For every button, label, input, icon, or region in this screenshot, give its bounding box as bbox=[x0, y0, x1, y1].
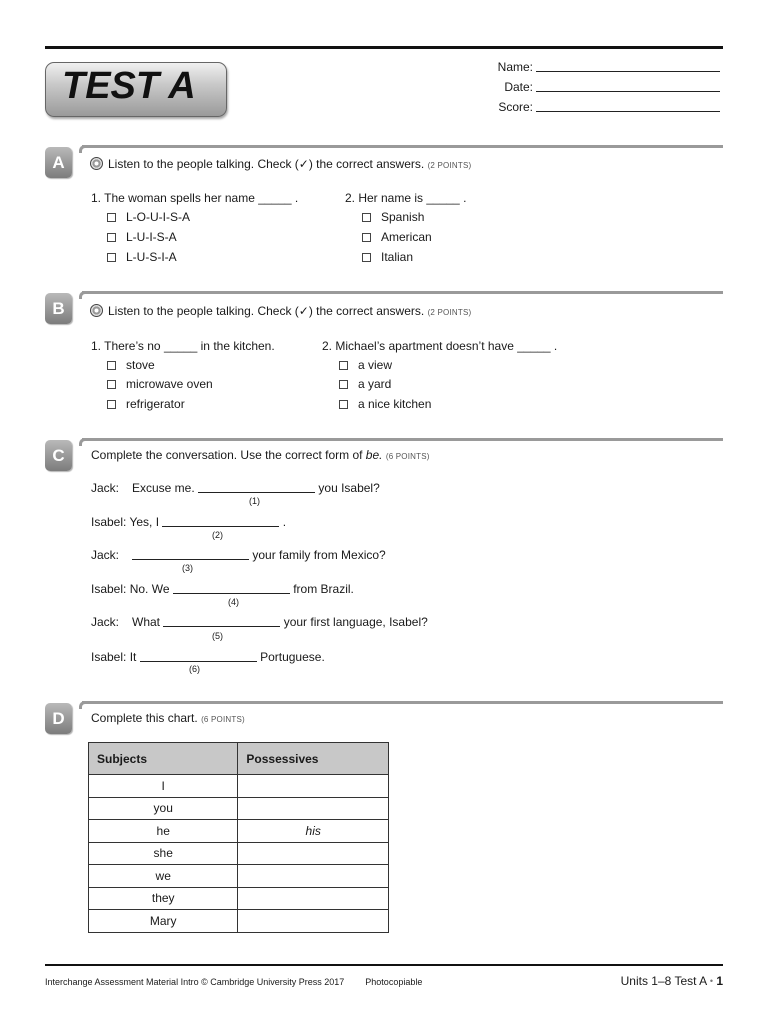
line-text-after: you Isabel? bbox=[318, 481, 380, 495]
checkbox[interactable] bbox=[107, 213, 116, 222]
line-text-before: It bbox=[129, 650, 137, 664]
footer-separator: • bbox=[709, 976, 713, 986]
blank-number: (5) bbox=[212, 631, 223, 641]
date-field[interactable] bbox=[470, 80, 720, 98]
subject-cell: they bbox=[89, 887, 238, 910]
blank-number: (1) bbox=[249, 496, 260, 506]
name-field[interactable] bbox=[470, 60, 720, 78]
speaker-label: Isabel: bbox=[91, 515, 127, 529]
option-label: refrigerator bbox=[126, 397, 185, 411]
answer-blank-2[interactable] bbox=[162, 516, 279, 527]
page-number: 1 bbox=[716, 974, 723, 988]
conversation-line bbox=[91, 650, 325, 664]
section-d-rule bbox=[82, 701, 723, 704]
line-text-before: What bbox=[132, 615, 161, 629]
subject-cell: he bbox=[89, 820, 238, 843]
table-row bbox=[89, 887, 389, 910]
section-c-rule bbox=[82, 438, 723, 441]
section-a-rule-corner bbox=[79, 145, 87, 153]
section-c-instruction bbox=[91, 448, 430, 462]
test-title-badge bbox=[45, 62, 227, 117]
section-b-points: (2 POINTS) bbox=[427, 308, 472, 317]
section-b-rule-corner bbox=[79, 291, 87, 299]
speaker-label: Isabel: bbox=[91, 582, 127, 596]
section-a-question-2: 2. Her name is _____ . bbox=[345, 191, 467, 205]
section-a-q2-option[interactable] bbox=[362, 230, 432, 244]
checkbox[interactable] bbox=[362, 213, 371, 222]
section-b-q1-option[interactable] bbox=[107, 358, 155, 372]
chart-header-row bbox=[89, 743, 389, 775]
section-b-rule bbox=[82, 291, 723, 294]
section-d-points: (6 POINTS) bbox=[201, 715, 245, 724]
checkbox[interactable] bbox=[107, 380, 116, 389]
section-b-badge: B bbox=[45, 293, 72, 324]
table-row bbox=[89, 775, 389, 798]
option-label: Spanish bbox=[381, 210, 425, 224]
checkbox[interactable] bbox=[339, 361, 348, 370]
date-label: Date: bbox=[504, 80, 533, 94]
section-d-rule-corner bbox=[79, 701, 87, 709]
answer-blank-5[interactable] bbox=[163, 616, 280, 627]
section-d-instruction bbox=[91, 711, 245, 725]
line-text-after: . bbox=[282, 515, 287, 529]
section-a-q2-option[interactable] bbox=[362, 250, 413, 264]
option-label: a yard bbox=[358, 377, 392, 391]
option-label: microwave oven bbox=[126, 377, 213, 391]
section-a-q1-option[interactable] bbox=[107, 250, 177, 264]
section-d-badge: D bbox=[45, 703, 72, 734]
blank-number: (3) bbox=[182, 563, 193, 573]
section-a-question-1: 1. The woman spells her name _____ . bbox=[91, 191, 299, 205]
blank-number: (4) bbox=[228, 597, 239, 607]
line-text-before: Yes, I bbox=[129, 515, 160, 529]
possessive-cell[interactable] bbox=[238, 775, 389, 798]
blank-number: (2) bbox=[212, 530, 223, 540]
possessive-cell: his bbox=[238, 820, 389, 843]
footer-credit-block bbox=[45, 977, 422, 987]
conversation-line bbox=[91, 582, 354, 596]
table-row bbox=[89, 910, 389, 933]
score-field[interactable] bbox=[470, 100, 720, 118]
section-b-q1-option[interactable] bbox=[107, 397, 185, 411]
speaker-label: Jack: bbox=[91, 481, 120, 495]
subject-cell: we bbox=[89, 865, 238, 888]
line-text-after: from Brazil. bbox=[293, 582, 354, 596]
conversation-line bbox=[91, 481, 380, 495]
checkbox[interactable] bbox=[362, 253, 371, 262]
footer-page-info bbox=[621, 974, 723, 988]
blank-number: (6) bbox=[189, 664, 200, 674]
section-c-instruction-text: Complete the conversation. Use the correct form of bbox=[91, 448, 363, 462]
checkbox[interactable] bbox=[107, 361, 116, 370]
subject-cell: Mary bbox=[89, 910, 238, 933]
section-b-question-2: 2. Michael’s apartment doesn’t have _____ . bbox=[322, 339, 558, 353]
answer-blank-3[interactable] bbox=[132, 549, 249, 560]
section-a-instruction-text: Listen to the people talking. Check (✓) the correct answers. bbox=[108, 157, 425, 171]
section-a-badge: A bbox=[45, 147, 72, 178]
line-text-after: Portuguese. bbox=[260, 650, 325, 664]
section-b-instruction bbox=[90, 304, 471, 318]
option-label: a nice kitchen bbox=[358, 397, 432, 411]
section-c-rule-corner bbox=[79, 438, 87, 446]
table-row bbox=[89, 865, 389, 888]
name-label: Name: bbox=[497, 60, 533, 74]
section-c-instruction-word: be. bbox=[365, 448, 383, 462]
section-a-points: (2 POINTS) bbox=[427, 161, 472, 170]
line-text-before: No. We bbox=[129, 582, 170, 596]
bottom-rule bbox=[45, 964, 723, 966]
option-label: L-O-U-I-S-A bbox=[126, 210, 190, 224]
audio-cd-icon bbox=[90, 157, 103, 170]
option-label: Italian bbox=[381, 250, 414, 264]
chart-header-subjects: Subjects bbox=[89, 743, 238, 775]
section-a-q1-option[interactable] bbox=[107, 210, 190, 224]
possessives-chart bbox=[88, 742, 389, 933]
conversation-line bbox=[91, 515, 286, 529]
conversation-line bbox=[91, 548, 386, 562]
speaker-label: Jack: bbox=[91, 548, 120, 562]
line-text-after: your first language, Isabel? bbox=[283, 615, 428, 629]
section-a-rule bbox=[82, 145, 723, 148]
score-label: Score: bbox=[498, 100, 533, 114]
option-label: L-U-S-I-A bbox=[126, 250, 177, 264]
speaker-label: Isabel: bbox=[91, 650, 127, 664]
footer-credit: Interchange Assessment Material Intro © Cambridge University Press 2017 bbox=[45, 977, 345, 987]
section-a-q2-option[interactable] bbox=[362, 210, 424, 224]
option-label: a view bbox=[358, 358, 393, 372]
footer-photocopiable: Photocopiable bbox=[365, 977, 423, 987]
table-row bbox=[89, 820, 389, 843]
subject-cell: she bbox=[89, 842, 238, 865]
section-c-points: (6 POINTS) bbox=[385, 452, 430, 461]
checkbox[interactable] bbox=[362, 233, 371, 242]
speaker-label: Jack: bbox=[91, 615, 120, 629]
section-b-q2-option[interactable] bbox=[339, 397, 431, 411]
answer-blank-1[interactable] bbox=[198, 482, 315, 493]
chart-header-possessives: Possessives bbox=[238, 743, 389, 775]
checkbox[interactable] bbox=[107, 253, 116, 262]
test-title: TEST A bbox=[62, 65, 196, 107]
section-b-q2-option[interactable] bbox=[339, 377, 391, 391]
footer-units: Units 1–8 Test A bbox=[620, 974, 707, 988]
subject-cell: I bbox=[89, 775, 238, 798]
possessive-cell[interactable] bbox=[238, 910, 389, 933]
section-a-q1-option[interactable] bbox=[107, 230, 177, 244]
section-b-q2-option[interactable] bbox=[339, 358, 392, 372]
audio-cd-icon bbox=[90, 304, 103, 317]
answer-blank-4[interactable] bbox=[173, 583, 290, 594]
section-b-question-1: 1. There’s no _____ in the kitchen. bbox=[91, 339, 275, 353]
table-row bbox=[89, 797, 389, 820]
option-label: stove bbox=[126, 358, 155, 372]
section-c-badge: C bbox=[45, 440, 72, 471]
section-d-instruction-text: Complete this chart. bbox=[91, 711, 198, 725]
section-b-instruction-text: Listen to the people talking. Check (✓) the correct answers. bbox=[108, 304, 425, 318]
table-row bbox=[89, 842, 389, 865]
checkbox[interactable] bbox=[339, 400, 348, 409]
subject-cell: you bbox=[89, 797, 238, 820]
score-line[interactable] bbox=[536, 100, 720, 112]
option-label: American bbox=[381, 230, 432, 244]
possessive-cell[interactable] bbox=[238, 797, 389, 820]
section-b-q1-option[interactable] bbox=[107, 377, 213, 391]
possessive-cell[interactable] bbox=[238, 887, 389, 910]
conversation-line bbox=[91, 615, 428, 629]
possessive-cell[interactable] bbox=[238, 865, 389, 888]
name-line[interactable] bbox=[536, 60, 720, 72]
checkbox[interactable] bbox=[107, 233, 116, 242]
option-label: L-U-I-S-A bbox=[126, 230, 177, 244]
checkbox[interactable] bbox=[107, 400, 116, 409]
section-a-instruction bbox=[90, 157, 471, 171]
line-text-before: Excuse me. bbox=[132, 481, 195, 495]
answer-blank-6[interactable] bbox=[140, 651, 257, 662]
top-rule bbox=[45, 46, 723, 49]
checkbox[interactable] bbox=[339, 380, 348, 389]
line-text-after: your family from Mexico? bbox=[252, 548, 386, 562]
possessive-cell[interactable] bbox=[238, 842, 389, 865]
date-line[interactable] bbox=[536, 80, 720, 92]
